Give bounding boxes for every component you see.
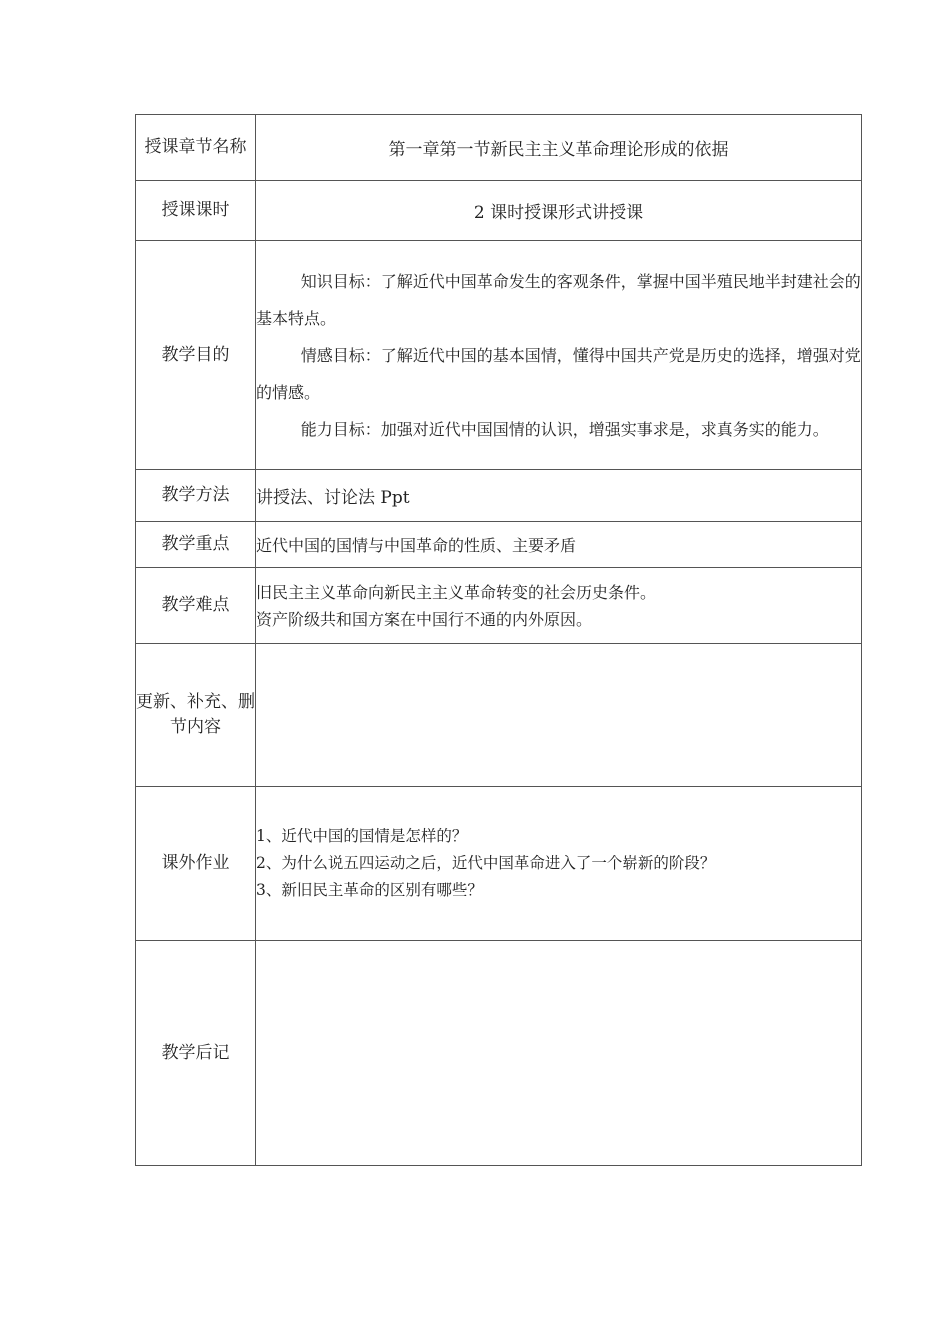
chapter-title-value: 第一章第一节新民主主义革命理论形成的依据 xyxy=(256,115,862,181)
difficulty-line: 资产阶级共和国方案在中国行不通的内外原因。 xyxy=(256,609,593,629)
method-value: 讲授法、讨论法 Ppt xyxy=(256,470,862,522)
row-label-key-points: 教学重点 xyxy=(136,522,256,568)
homework-item: 3、新旧民主革命的区别有哪些？ xyxy=(256,881,483,899)
row-label-objectives: 教学目的 xyxy=(136,241,256,470)
reflection-value xyxy=(256,941,862,1166)
row-label-chapter: 授课章节名称 xyxy=(136,115,256,181)
objectives-cell xyxy=(256,241,862,470)
knowledge-objective: 知识目标：了解近代中国革命发生的客观条件，掌握中国半殖民地半封建社会的基本特点。 xyxy=(256,271,861,328)
table-row xyxy=(136,941,862,1166)
row-label-hours: 授课课时 xyxy=(136,181,256,241)
key-points-value: 近代中国的国情与中国革命的性质、主要矛盾 xyxy=(256,522,862,568)
row-label-method: 教学方法 xyxy=(136,470,256,522)
row-label-reflection: 教学后记 xyxy=(136,941,256,1166)
homework-cell xyxy=(256,787,862,941)
difficulties-cell xyxy=(256,568,862,644)
table-row xyxy=(136,787,862,941)
hours-value: 2 课时授课形式讲授课 xyxy=(256,181,862,241)
table-row xyxy=(136,522,862,568)
homework-item: 2、为什么说五四运动之后，近代中国革命进入了一个崭新的阶段？ xyxy=(256,854,716,872)
table-row xyxy=(136,181,862,241)
row-label-difficulties: 教学难点 xyxy=(136,568,256,644)
difficulty-line: 旧民主主义革命向新民主主义革命转变的社会历史条件。 xyxy=(256,582,657,602)
table-row xyxy=(136,644,862,787)
ability-objective: 能力目标：加强对近代中国国情的认识，增强实事求是，求真务实的能力。 xyxy=(300,419,829,439)
updates-value xyxy=(256,644,862,787)
row-label-homework: 课外作业 xyxy=(136,787,256,941)
table-row xyxy=(136,568,862,644)
table-row xyxy=(136,470,862,522)
lesson-plan-table xyxy=(135,114,862,1166)
table-row xyxy=(136,115,862,181)
table-row xyxy=(136,241,862,470)
emotion-objective: 情感目标：了解近代中国的基本国情，懂得中国共产党是历史的选择，增强对党的情感。 xyxy=(256,345,861,402)
row-label-updates: 更新、补充、删节内容 xyxy=(136,644,256,787)
homework-item: 1、近代中国的国情是怎样的？ xyxy=(256,827,468,845)
